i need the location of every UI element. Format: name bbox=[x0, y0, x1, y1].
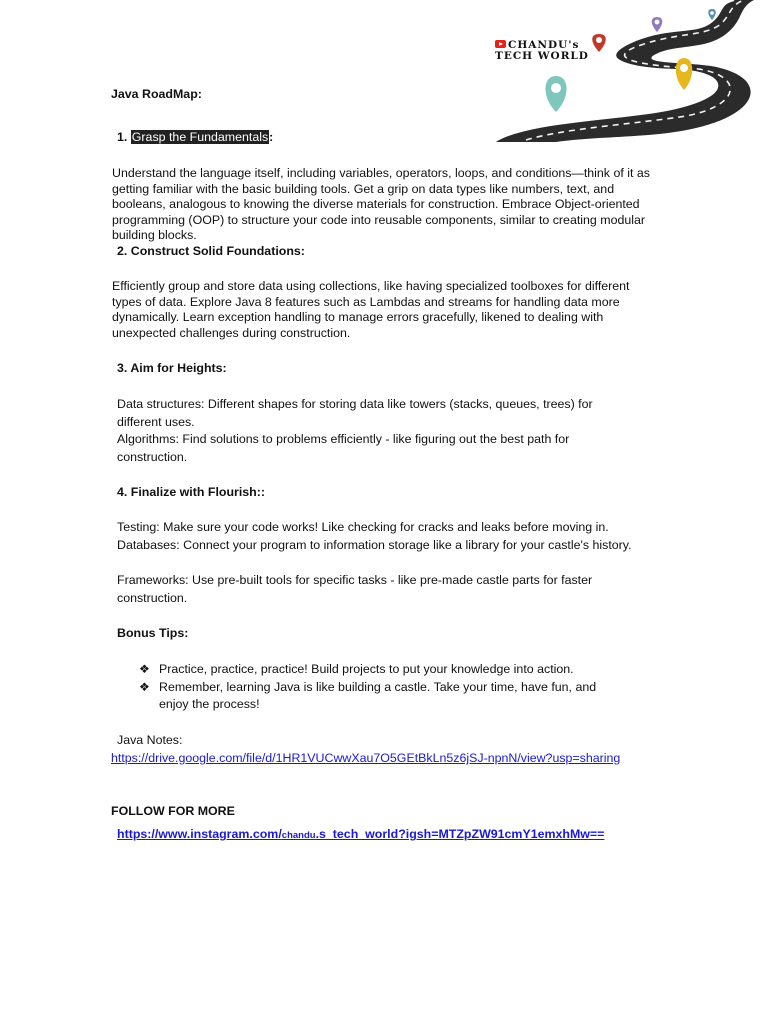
diamond-bullet-icon: ❖ bbox=[139, 662, 150, 676]
section-3-data-structures: Data structures: Different shapes for storing data like towers (stacks, queues, trees) for different uses. bbox=[117, 397, 593, 429]
map-pin-teal-icon bbox=[546, 76, 567, 112]
list-item: ❖ Practice, practice, practice! Build projects to put your knowledge into action. bbox=[139, 661, 639, 679]
winding-road-illustration bbox=[486, 0, 768, 142]
diamond-bullet-icon: ❖ bbox=[139, 679, 150, 694]
section-4-heading: 4. Finalize with Flourish:: bbox=[117, 485, 266, 499]
section-1-heading bbox=[117, 130, 273, 144]
follow-heading: FOLLOW FOR MORE bbox=[111, 804, 235, 818]
section-1-title-highlighted: Grasp the Fundamentals bbox=[131, 130, 269, 144]
brand-logo bbox=[486, 0, 768, 142]
section-1-colon: : bbox=[269, 130, 274, 144]
list-item: ❖ Remember, learning Java is like building a castle. Take your time, have fun, and enjoy the process! bbox=[139, 679, 639, 714]
java-notes-label: Java Notes: bbox=[117, 733, 183, 747]
section-4-databases: Databases: Connect your program to information storage like a library for your castle's history. bbox=[117, 538, 632, 552]
brand-subtitle: TECH WORLD bbox=[495, 50, 589, 62]
brand-name: CHANDU's bbox=[495, 40, 579, 51]
section-1-body: Understand the language itself, including variables, operators, loops, and conditions—think of it as getting familiar with the basic building tools. Get a grip on data types like numbers, text, and booleans, analogous to knowing the diverse materials for construction. Embrace Object-oriented programming (OOP) to structure your code into reusable components, similar to creating modular building blocks. bbox=[112, 166, 650, 242]
section-3-algorithms: Algorithms: Find solutions to problems efficiently - like figuring out the best path for construction. bbox=[117, 432, 570, 464]
bonus-tips-list bbox=[139, 661, 639, 714]
section-4-frameworks: Frameworks: Use pre-built tools for specific tasks - like pre-made castle parts for faster construction. bbox=[117, 573, 593, 605]
map-pin-purple-icon bbox=[652, 17, 663, 32]
section-1-number: 1. bbox=[117, 130, 128, 144]
map-pin-yellow-icon bbox=[676, 58, 693, 90]
bonus-tips-heading: Bonus Tips: bbox=[117, 626, 189, 640]
youtube-icon bbox=[495, 40, 506, 48]
java-notes-link[interactable]: https://drive.google.com/file/d/1HR1VUCwwXau7O5GEtBkLn5z6jSJ-npnN/view?usp=sharing bbox=[111, 751, 621, 765]
map-pin-red-icon bbox=[592, 34, 606, 52]
section-3-heading: 3. Aim for Heights: bbox=[117, 361, 227, 375]
page-title: Java RoadMap: bbox=[111, 87, 202, 101]
section-4-testing: Testing: Make sure your code works! Like checking for cracks and leaks before moving in. bbox=[117, 520, 609, 534]
section-2-heading: 2. Construct Solid Foundations: bbox=[117, 244, 305, 258]
section-2-body: Efficiently group and store data using collections, like having specialized toolboxes for different types of data. Explore Java 8 features such as Lambdas and streams for handling data more dynamically. Learn exception handling to manage errors gracefully, likened to dealing with unexpected challenges during construction. bbox=[112, 279, 630, 340]
instagram-link[interactable]: https://www.instagram.com/chandu.s_tech_world?igsh=MTZpZW91cmY1emxhMw== bbox=[117, 827, 605, 841]
